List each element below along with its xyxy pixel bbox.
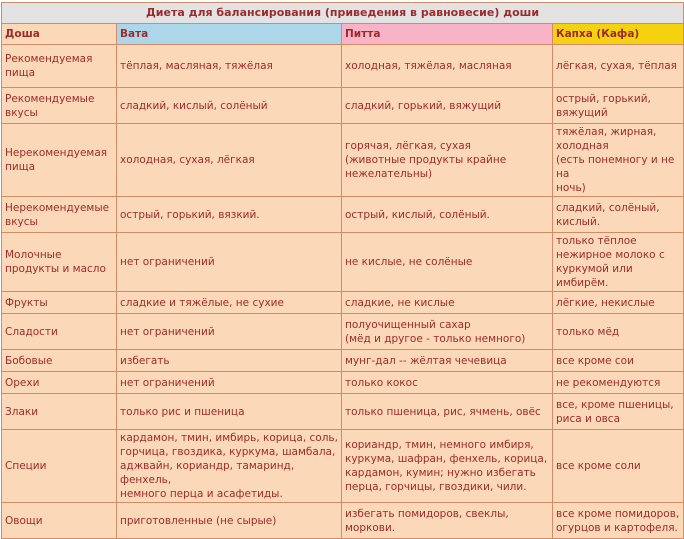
kapha-cell: сладкий, солёный, кислый. <box>553 197 684 233</box>
pitta-cell: острый, кислый, солёный. <box>342 197 553 233</box>
row-label: Нерекомендуемая пища <box>2 124 117 197</box>
table-row <box>2 88 684 124</box>
pitta-cell: только кокос <box>342 372 553 394</box>
table-title: Диета для балансирования (приведения в равновесие) доши <box>2 3 684 24</box>
pitta-cell: только пшеница, рис, ячмень, овёс <box>342 394 553 430</box>
vata-cell: нет ограничений <box>117 314 342 350</box>
header-pitta: Питта <box>342 24 553 45</box>
row-label: Специи <box>2 430 117 503</box>
diet-table <box>1 2 684 539</box>
vata-cell: сладкие и тяжёлые, не сухие <box>117 292 342 314</box>
table-row <box>2 233 684 292</box>
table-row <box>2 430 684 503</box>
kapha-cell: лёгкая, сухая, тёплая <box>553 45 684 88</box>
kapha-cell: только тёплое нежирное молоко с куркумой или имбирём. <box>553 233 684 292</box>
pitta-cell: горячая, лёгкая, сухая (животные продукты крайне нежелательны) <box>342 124 553 197</box>
kapha-cell: острый, горький, вяжущий <box>553 88 684 124</box>
row-label: Злаки <box>2 394 117 430</box>
kapha-cell: все кроме помидоров, огурцов и картофеля. <box>553 503 684 539</box>
vata-cell: приготовленные (не сырые) <box>117 503 342 539</box>
pitta-cell: сладкие, не кислые <box>342 292 553 314</box>
row-label: Овощи <box>2 503 117 539</box>
header-vata: Вата <box>117 24 342 45</box>
row-label: Бобовые <box>2 350 117 372</box>
kapha-cell: только мёд <box>553 314 684 350</box>
kapha-cell: все кроме соли <box>553 430 684 503</box>
vata-cell: избегать <box>117 350 342 372</box>
row-label: Молочные продукты и масло <box>2 233 117 292</box>
vata-cell: холодная, сухая, лёгкая <box>117 124 342 197</box>
row-label: Сладости <box>2 314 117 350</box>
table-row <box>2 45 684 88</box>
row-label: Рекомендуемые вкусы <box>2 88 117 124</box>
pitta-cell: избегать помидоров, свеклы, моркови. <box>342 503 553 539</box>
table-row <box>2 124 684 197</box>
table-row <box>2 314 684 350</box>
header-dosha: Доша <box>2 24 117 45</box>
kapha-cell: все, кроме пшеницы, риса и овса <box>553 394 684 430</box>
row-label: Рекомендуемая пища <box>2 45 117 88</box>
pitta-cell: холодная, тяжёлая, масляная <box>342 45 553 88</box>
row-label: Орехи <box>2 372 117 394</box>
kapha-cell: лёгкие, некислые <box>553 292 684 314</box>
vata-cell: только рис и пшеница <box>117 394 342 430</box>
pitta-cell: сладкий, горький, вяжущий <box>342 88 553 124</box>
table-row <box>2 372 684 394</box>
kapha-cell: все кроме сои <box>553 350 684 372</box>
table-row <box>2 197 684 233</box>
pitta-cell: мунг-дал -- жёлтая чечевица <box>342 350 553 372</box>
pitta-cell: полуочищенный сахар (мёд и другое - только немного) <box>342 314 553 350</box>
vata-cell: тёплая, масляная, тяжёлая <box>117 45 342 88</box>
table-row <box>2 350 684 372</box>
vata-cell: острый, горький, вязкий. <box>117 197 342 233</box>
pitta-cell: не кислые, не солёные <box>342 233 553 292</box>
vata-cell: сладкий, кислый, солёный <box>117 88 342 124</box>
pitta-cell: кориандр, тмин, немного имбиря, куркума, шафран, фенхель, корица, кардамон, кумин; нужно избегать перца, горчицы, гвоздики, чили. <box>342 430 553 503</box>
kapha-cell: не рекомендуются <box>553 372 684 394</box>
vata-cell: нет ограничений <box>117 372 342 394</box>
table-row <box>2 292 684 314</box>
row-label: Фрукты <box>2 292 117 314</box>
row-label: Нерекомендуемые вкусы <box>2 197 117 233</box>
vata-cell: нет ограничений <box>117 233 342 292</box>
kapha-cell: тяжёлая, жирная, холодная (есть понемногу и не на ночь) <box>553 124 684 197</box>
header-kapha: Капха (Кафа) <box>553 24 684 45</box>
table-row <box>2 394 684 430</box>
vata-cell: кардамон, тмин, имбирь, корица, соль, горчица, гвоздика, куркума, шамбала, аджвайн, кориандр, тамаринд, фенхель, немного перца и асафетиды. <box>117 430 342 503</box>
table-row <box>2 503 684 539</box>
